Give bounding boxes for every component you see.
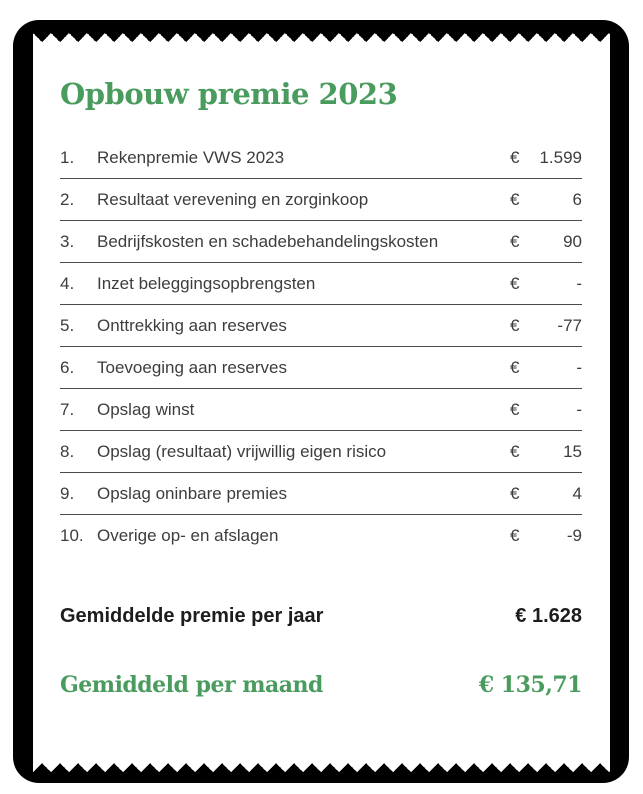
row-number: 7. bbox=[60, 399, 75, 419]
table-row bbox=[60, 515, 582, 556]
euro-sign: € bbox=[510, 357, 520, 377]
euro-sign: € bbox=[510, 525, 520, 545]
total-per-year-row bbox=[60, 604, 582, 628]
total-month-value: € 135,71 bbox=[478, 672, 582, 698]
row-label: Rekenpremie VWS 2023 bbox=[97, 147, 285, 167]
row-label: Inzet beleggingsopbrengsten bbox=[97, 273, 316, 293]
row-amount: 1.599 bbox=[539, 147, 582, 167]
row-number: 4. bbox=[60, 273, 75, 293]
row-number: 6. bbox=[60, 357, 75, 377]
total-year-value: € 1.628 bbox=[515, 605, 582, 627]
table-row bbox=[60, 179, 582, 221]
row-number: 2. bbox=[60, 189, 75, 209]
table-row bbox=[60, 389, 582, 431]
row-number: 9. bbox=[60, 483, 75, 503]
total-per-month-row bbox=[60, 672, 582, 698]
torn-edge-top bbox=[33, 33, 610, 42]
row-amount: - bbox=[576, 399, 582, 419]
page-title: Opbouw premie 2023 bbox=[60, 77, 398, 111]
row-number: 5. bbox=[60, 315, 75, 335]
euro-sign: € bbox=[510, 231, 520, 251]
row-number: 3. bbox=[60, 231, 75, 251]
total-year-label: Gemiddelde premie per jaar bbox=[60, 605, 324, 627]
row-amount: 15 bbox=[563, 441, 582, 461]
euro-sign: € bbox=[510, 273, 520, 293]
table-row bbox=[60, 473, 582, 515]
row-amount: - bbox=[576, 357, 582, 377]
euro-sign: € bbox=[510, 399, 520, 419]
table-row bbox=[60, 347, 582, 389]
row-label: Onttrekking aan reserves bbox=[97, 315, 287, 335]
row-number: 8. bbox=[60, 441, 75, 461]
receipt-content bbox=[60, 42, 582, 763]
row-amount: - bbox=[576, 273, 582, 293]
row-number: 1. bbox=[60, 147, 75, 167]
table-row bbox=[60, 137, 582, 179]
row-number: 10. bbox=[60, 525, 84, 545]
row-amount: 4 bbox=[572, 483, 582, 503]
premium-breakdown-table bbox=[60, 137, 582, 556]
table-row bbox=[60, 263, 582, 305]
row-label: Resultaat verevening en zorginkoop bbox=[97, 189, 369, 209]
euro-sign: € bbox=[510, 189, 520, 209]
row-label: Toevoeging aan reserves bbox=[97, 357, 287, 377]
row-amount: 6 bbox=[572, 189, 582, 209]
receipt-paper bbox=[33, 33, 610, 772]
table-row bbox=[60, 305, 582, 347]
euro-sign: € bbox=[510, 147, 520, 167]
receipt-frame bbox=[13, 20, 629, 783]
row-label: Overige op- en afslagen bbox=[97, 525, 279, 545]
table-row bbox=[60, 431, 582, 473]
euro-sign: € bbox=[510, 315, 520, 335]
row-label: Opslag winst bbox=[97, 399, 195, 419]
row-amount: 90 bbox=[563, 231, 582, 251]
row-label: Bedrijfskosten en schadebehandelingskosten bbox=[97, 231, 439, 251]
row-label: Opslag oninbare premies bbox=[97, 483, 287, 503]
euro-sign: € bbox=[510, 483, 520, 503]
row-label: Opslag (resultaat) vrijwillig eigen risico bbox=[97, 441, 387, 461]
table-row bbox=[60, 221, 582, 263]
torn-edge-bottom bbox=[33, 763, 610, 772]
total-month-label: Gemiddeld per maand bbox=[60, 672, 323, 698]
row-amount: -9 bbox=[566, 525, 582, 545]
row-amount: -77 bbox=[557, 315, 582, 335]
euro-sign: € bbox=[510, 441, 520, 461]
